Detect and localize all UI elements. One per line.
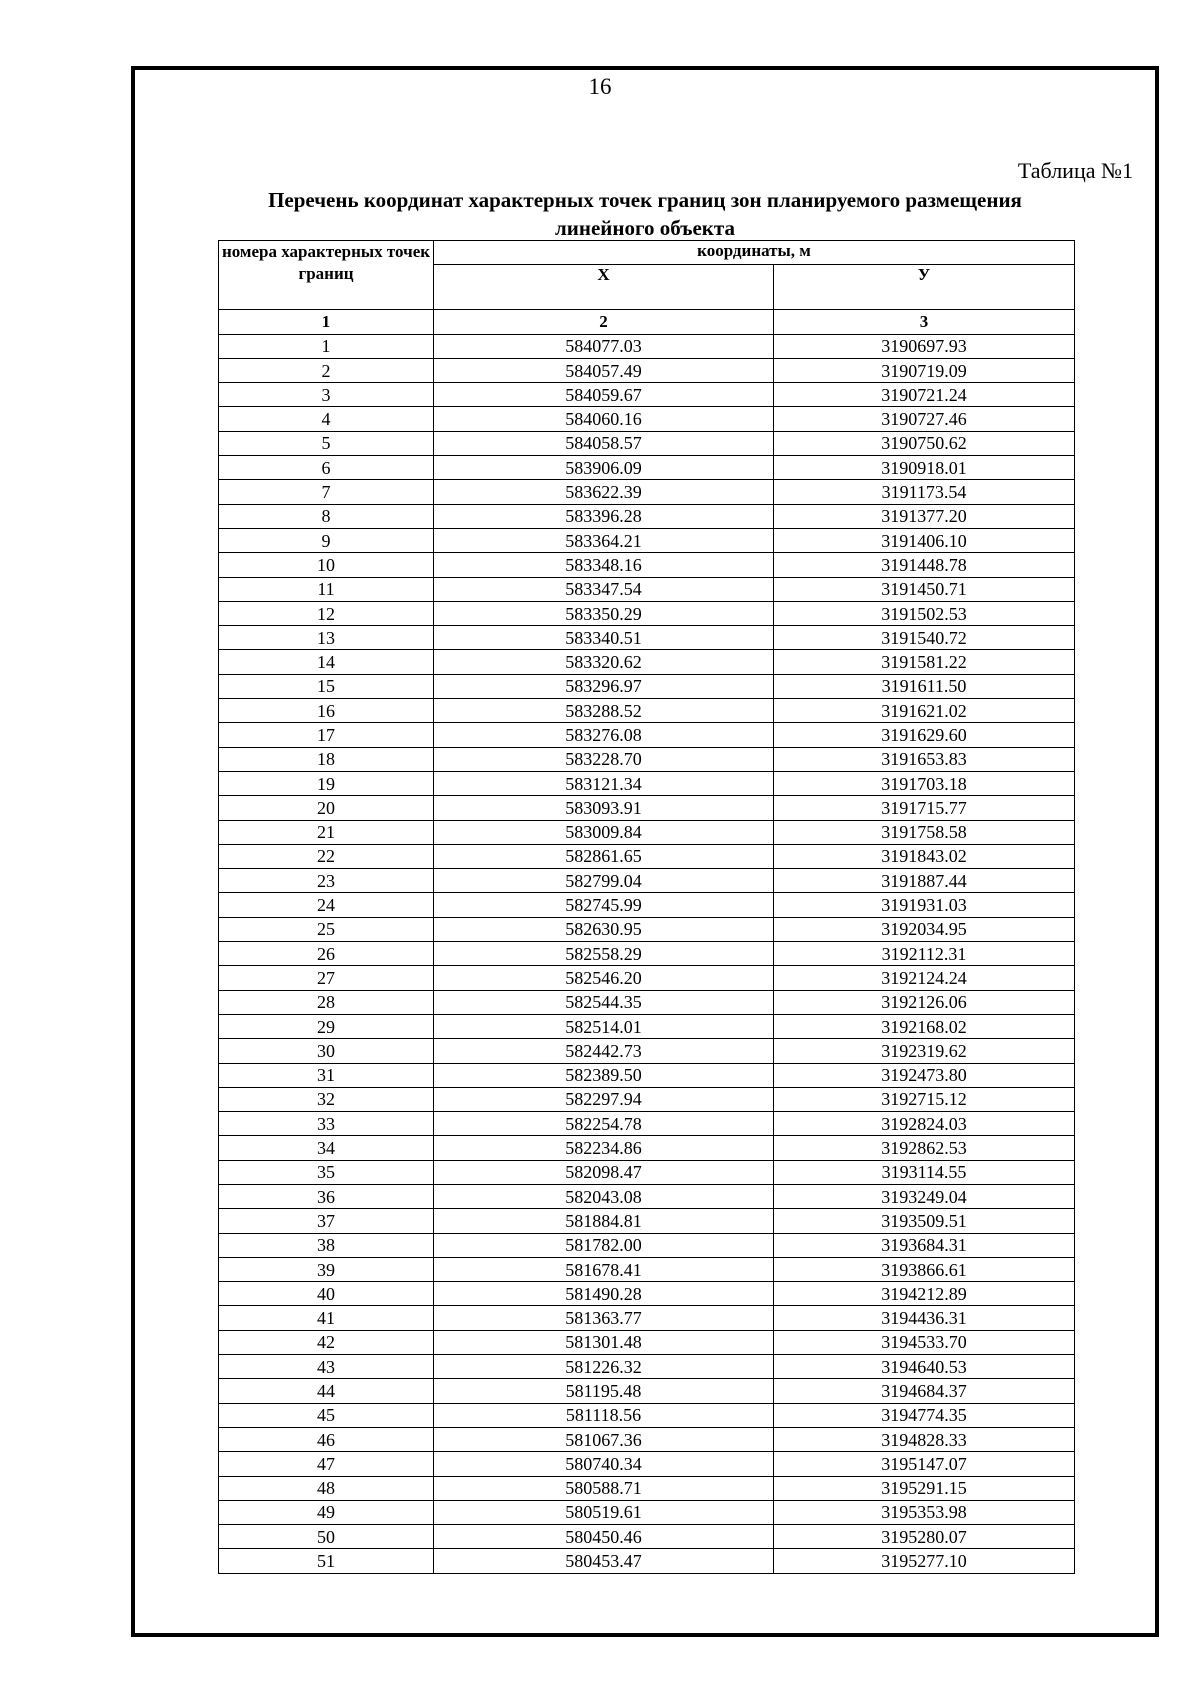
point-number-cell: 10 (219, 553, 434, 577)
table-row (219, 844, 1075, 868)
table-row (219, 650, 1075, 674)
x-coordinate-cell: 583276.08 (434, 723, 774, 747)
x-coordinate-cell: 584077.03 (434, 334, 774, 358)
point-number-cell: 29 (219, 1014, 434, 1038)
point-number-cell: 5 (219, 431, 434, 455)
x-coordinate-cell: 583396.28 (434, 504, 774, 528)
x-coordinate-cell: 582514.01 (434, 1014, 774, 1038)
table-row (219, 966, 1075, 990)
table-row (219, 1257, 1075, 1281)
x-coordinate-cell: 583622.39 (434, 480, 774, 504)
table-row (219, 1063, 1075, 1087)
x-coordinate-cell: 581782.00 (434, 1233, 774, 1257)
y-coordinate-cell: 3192034.95 (774, 917, 1075, 941)
point-number-cell: 34 (219, 1136, 434, 1160)
x-coordinate-cell: 581226.32 (434, 1355, 774, 1379)
y-coordinate-cell: 3190697.93 (774, 334, 1075, 358)
point-number-cell: 14 (219, 650, 434, 674)
y-coordinate-cell: 3194828.33 (774, 1427, 1075, 1451)
table-row (219, 1525, 1075, 1549)
x-coordinate-cell: 580450.46 (434, 1525, 774, 1549)
x-coordinate-cell: 581363.77 (434, 1306, 774, 1330)
table-row (219, 601, 1075, 625)
x-coordinate-cell: 581678.41 (434, 1257, 774, 1281)
point-number-cell: 45 (219, 1403, 434, 1427)
table-row (219, 334, 1075, 358)
point-number-cell: 3 (219, 383, 434, 407)
x-coordinate-cell: 582630.95 (434, 917, 774, 941)
point-number-cell: 36 (219, 1184, 434, 1208)
table-row (219, 1500, 1075, 1524)
table-row (219, 1476, 1075, 1500)
point-number-cell: 27 (219, 966, 434, 990)
x-coordinate-cell: 583340.51 (434, 626, 774, 650)
point-number-cell: 33 (219, 1112, 434, 1136)
x-coordinate-cell: 583347.54 (434, 577, 774, 601)
y-coordinate-cell: 3190727.46 (774, 407, 1075, 431)
table-row (219, 528, 1075, 552)
table-row (219, 1282, 1075, 1306)
point-number-cell: 13 (219, 626, 434, 650)
x-coordinate-cell: 583350.29 (434, 601, 774, 625)
y-coordinate-cell: 3195291.15 (774, 1476, 1075, 1500)
y-coordinate-cell: 3194684.37 (774, 1379, 1075, 1403)
table-row (219, 1136, 1075, 1160)
y-coordinate-cell: 3190750.62 (774, 431, 1075, 455)
y-coordinate-cell: 3191173.54 (774, 480, 1075, 504)
table-row (219, 1014, 1075, 1038)
y-coordinate-cell: 3192319.62 (774, 1039, 1075, 1063)
x-coordinate-cell: 583121.34 (434, 771, 774, 795)
x-coordinate-cell: 583296.97 (434, 674, 774, 698)
table-row (219, 1087, 1075, 1111)
table-row (219, 1379, 1075, 1403)
x-coordinate-cell: 584059.67 (434, 383, 774, 407)
x-coordinate-cell: 580519.61 (434, 1500, 774, 1524)
x-coordinate-cell: 581118.56 (434, 1403, 774, 1427)
y-coordinate-cell: 3193509.51 (774, 1209, 1075, 1233)
y-coordinate-cell: 3192862.53 (774, 1136, 1075, 1160)
point-number-cell: 17 (219, 723, 434, 747)
y-coordinate-cell: 3194212.89 (774, 1282, 1075, 1306)
point-number-cell: 47 (219, 1452, 434, 1476)
table-row (219, 820, 1075, 844)
coordinates-table (218, 240, 1075, 1574)
point-number-cell: 37 (219, 1209, 434, 1233)
y-coordinate-cell: 3191653.83 (774, 747, 1075, 771)
y-coordinate-cell: 3191502.53 (774, 601, 1075, 625)
y-coordinate-cell: 3191843.02 (774, 844, 1075, 868)
x-coordinate-cell: 584057.49 (434, 358, 774, 382)
table-row (219, 990, 1075, 1014)
y-coordinate-cell: 3192168.02 (774, 1014, 1075, 1038)
x-coordinate-cell: 583348.16 (434, 553, 774, 577)
x-coordinate-cell: 583288.52 (434, 699, 774, 723)
y-coordinate-cell: 3191611.50 (774, 674, 1075, 698)
x-coordinate-cell: 582546.20 (434, 966, 774, 990)
header-y: У (774, 265, 1075, 310)
y-coordinate-cell: 3191406.10 (774, 528, 1075, 552)
point-number-cell: 12 (219, 601, 434, 625)
y-coordinate-cell: 3192126.06 (774, 990, 1075, 1014)
point-number-cell: 22 (219, 844, 434, 868)
y-coordinate-cell: 3191629.60 (774, 723, 1075, 747)
point-number-cell: 18 (219, 747, 434, 771)
y-coordinate-cell: 3191715.77 (774, 796, 1075, 820)
header-x: Х (434, 265, 774, 310)
point-number-cell: 51 (219, 1549, 434, 1573)
x-coordinate-cell: 582442.73 (434, 1039, 774, 1063)
table-row (219, 1209, 1075, 1233)
point-number-cell: 9 (219, 528, 434, 552)
y-coordinate-cell: 3194640.53 (774, 1355, 1075, 1379)
point-number-cell: 1 (219, 334, 434, 358)
point-number-cell: 31 (219, 1063, 434, 1087)
y-coordinate-cell: 3195353.98 (774, 1500, 1075, 1524)
point-number-cell: 30 (219, 1039, 434, 1063)
x-coordinate-cell: 583228.70 (434, 747, 774, 771)
y-coordinate-cell: 3190918.01 (774, 456, 1075, 480)
x-coordinate-cell: 583093.91 (434, 796, 774, 820)
table-row (219, 1306, 1075, 1330)
x-coordinate-cell: 584058.57 (434, 431, 774, 455)
point-number-cell: 42 (219, 1330, 434, 1354)
x-coordinate-cell: 581067.36 (434, 1427, 774, 1451)
table-row (219, 1549, 1075, 1573)
y-coordinate-cell: 3191931.03 (774, 893, 1075, 917)
table-row (219, 1039, 1075, 1063)
y-coordinate-cell: 3192715.12 (774, 1087, 1075, 1111)
title-line-1: Перечень координат характерных точек границ зон планируемого размещения (268, 188, 1022, 212)
point-number-cell: 44 (219, 1379, 434, 1403)
y-coordinate-cell: 3192124.24 (774, 966, 1075, 990)
x-coordinate-cell: 582389.50 (434, 1063, 774, 1087)
table-row (219, 553, 1075, 577)
point-number-cell: 21 (219, 820, 434, 844)
x-coordinate-cell: 581301.48 (434, 1330, 774, 1354)
table-row (219, 1184, 1075, 1208)
y-coordinate-cell: 3194533.70 (774, 1330, 1075, 1354)
point-number-cell: 46 (219, 1427, 434, 1451)
point-number-cell: 11 (219, 577, 434, 601)
table-row (219, 893, 1075, 917)
y-coordinate-cell: 3191377.20 (774, 504, 1075, 528)
x-coordinate-cell: 581195.48 (434, 1379, 774, 1403)
x-coordinate-cell: 582254.78 (434, 1112, 774, 1136)
y-coordinate-cell: 3195147.07 (774, 1452, 1075, 1476)
table-body (219, 334, 1075, 1573)
y-coordinate-cell: 3193866.61 (774, 1257, 1075, 1281)
point-number-cell: 38 (219, 1233, 434, 1257)
column-number-1: 1 (219, 310, 434, 334)
x-coordinate-cell: 583364.21 (434, 528, 774, 552)
x-coordinate-cell: 582799.04 (434, 869, 774, 893)
table-row (219, 1160, 1075, 1184)
page-title (160, 186, 1130, 242)
y-coordinate-cell: 3194774.35 (774, 1403, 1075, 1427)
point-number-cell: 43 (219, 1355, 434, 1379)
y-coordinate-cell: 3191621.02 (774, 699, 1075, 723)
table-row (219, 480, 1075, 504)
table-row (219, 431, 1075, 455)
y-coordinate-cell: 3195277.10 (774, 1549, 1075, 1573)
table-row (219, 869, 1075, 893)
y-coordinate-cell: 3193684.31 (774, 1233, 1075, 1257)
page-number: 16 (588, 74, 612, 99)
point-number-cell: 19 (219, 771, 434, 795)
y-coordinate-cell: 3190719.09 (774, 358, 1075, 382)
point-number-cell: 15 (219, 674, 434, 698)
x-coordinate-cell: 580588.71 (434, 1476, 774, 1500)
x-coordinate-cell: 583009.84 (434, 820, 774, 844)
y-coordinate-cell: 3192112.31 (774, 942, 1075, 966)
column-number-3: 3 (774, 310, 1075, 334)
y-coordinate-cell: 3193249.04 (774, 1184, 1075, 1208)
x-coordinate-cell: 583906.09 (434, 456, 774, 480)
point-number-cell: 8 (219, 504, 434, 528)
table-row (219, 917, 1075, 941)
point-number-cell: 24 (219, 893, 434, 917)
y-coordinate-cell: 3191703.18 (774, 771, 1075, 795)
table-row (219, 358, 1075, 382)
y-coordinate-cell: 3193114.55 (774, 1160, 1075, 1184)
x-coordinate-cell: 581884.81 (434, 1209, 774, 1233)
table-row (219, 674, 1075, 698)
x-coordinate-cell: 583320.62 (434, 650, 774, 674)
point-number-cell: 23 (219, 869, 434, 893)
table-row (219, 1403, 1075, 1427)
x-coordinate-cell: 580453.47 (434, 1549, 774, 1573)
point-number-cell: 16 (219, 699, 434, 723)
x-coordinate-cell: 580740.34 (434, 1452, 774, 1476)
x-coordinate-cell: 582745.99 (434, 893, 774, 917)
table-row (219, 1330, 1075, 1354)
y-coordinate-cell: 3191540.72 (774, 626, 1075, 650)
point-number-cell: 41 (219, 1306, 434, 1330)
point-number-cell: 32 (219, 1087, 434, 1111)
point-number-cell: 7 (219, 480, 434, 504)
header-coordinates-group: координаты, м (434, 241, 1075, 265)
point-number-cell: 4 (219, 407, 434, 431)
table-row (219, 1427, 1075, 1451)
table-row (219, 577, 1075, 601)
y-coordinate-cell: 3192473.80 (774, 1063, 1075, 1087)
point-number-cell: 2 (219, 358, 434, 382)
y-coordinate-cell: 3191758.58 (774, 820, 1075, 844)
y-coordinate-cell: 3191581.22 (774, 650, 1075, 674)
point-number-cell: 40 (219, 1282, 434, 1306)
point-number-cell: 49 (219, 1500, 434, 1524)
table-row (219, 723, 1075, 747)
x-coordinate-cell: 582861.65 (434, 844, 774, 868)
x-coordinate-cell: 584060.16 (434, 407, 774, 431)
point-number-cell: 26 (219, 942, 434, 966)
table-row (219, 747, 1075, 771)
table-row (219, 942, 1075, 966)
table-row (219, 771, 1075, 795)
table-row (219, 504, 1075, 528)
point-number-cell: 50 (219, 1525, 434, 1549)
point-number-cell: 6 (219, 456, 434, 480)
x-coordinate-cell: 581490.28 (434, 1282, 774, 1306)
y-coordinate-cell: 3194436.31 (774, 1306, 1075, 1330)
table-row (219, 1112, 1075, 1136)
table-row (219, 383, 1075, 407)
x-coordinate-cell: 582098.47 (434, 1160, 774, 1184)
x-coordinate-cell: 582043.08 (434, 1184, 774, 1208)
y-coordinate-cell: 3195280.07 (774, 1525, 1075, 1549)
point-number-cell: 48 (219, 1476, 434, 1500)
point-number-cell: 28 (219, 990, 434, 1014)
column-number-2: 2 (434, 310, 774, 334)
x-coordinate-cell: 582297.94 (434, 1087, 774, 1111)
table-row (219, 699, 1075, 723)
y-coordinate-cell: 3190721.24 (774, 383, 1075, 407)
x-coordinate-cell: 582234.86 (434, 1136, 774, 1160)
y-coordinate-cell: 3192824.03 (774, 1112, 1075, 1136)
x-coordinate-cell: 582558.29 (434, 942, 774, 966)
point-number-cell: 25 (219, 917, 434, 941)
table-row (219, 626, 1075, 650)
y-coordinate-cell: 3191887.44 (774, 869, 1075, 893)
table-row (219, 407, 1075, 431)
y-coordinate-cell: 3191448.78 (774, 553, 1075, 577)
table-row (219, 796, 1075, 820)
table-row (219, 456, 1075, 480)
point-number-cell: 20 (219, 796, 434, 820)
x-coordinate-cell: 582544.35 (434, 990, 774, 1014)
y-coordinate-cell: 3191450.71 (774, 577, 1075, 601)
point-number-cell: 35 (219, 1160, 434, 1184)
table-row (219, 1233, 1075, 1257)
header-point-numbers: номера характерных точек границ (219, 241, 434, 310)
point-number-cell: 39 (219, 1257, 434, 1281)
table-label: Таблица №1 (1017, 158, 1133, 183)
table-row (219, 1355, 1075, 1379)
table-row (219, 1452, 1075, 1476)
title-line-2: линейного объекта (555, 216, 735, 240)
